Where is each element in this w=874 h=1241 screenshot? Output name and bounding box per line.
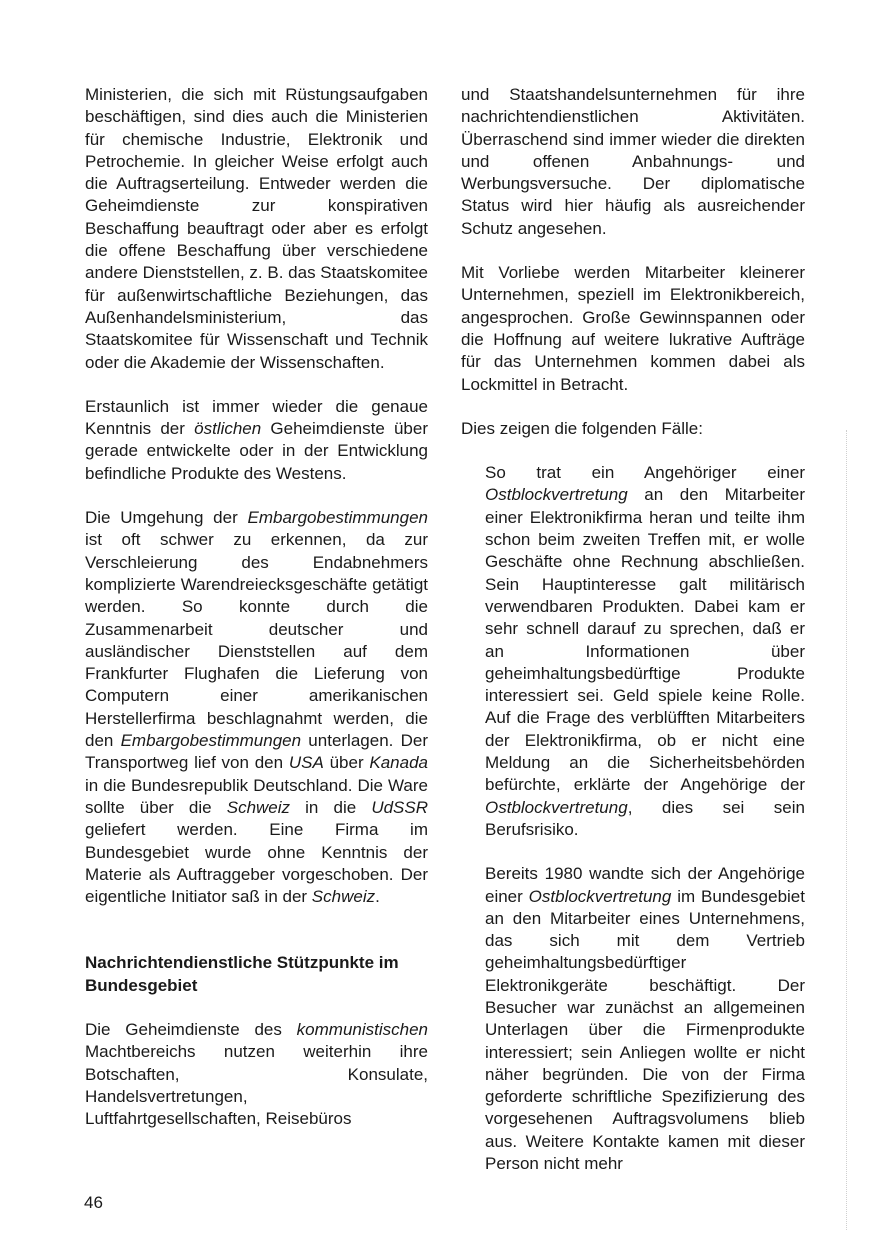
left-column bbox=[85, 84, 428, 1130]
paragraph: und Staatshandelsunternehmen für ihre nachrichtendienstlichen Aktivitäten. Überraschend sind immer wieder die direkten und offenen Anbahnungs- und Werbungsversuche. Der diplomatische Status wird hier häufig als ausreichender Schutz angesehen. bbox=[461, 85, 805, 238]
page-number: 46 bbox=[84, 1193, 103, 1212]
paragraph: Dies zeigen die folgenden Fälle: bbox=[461, 418, 703, 438]
section-heading: Nachrichtendienstliche Stützpunkte im Bundesgebiet bbox=[85, 953, 399, 995]
paragraph: Erstaunlich ist immer wieder die genaue Kenntnis der östlichen Geheimdienste über gerade entwickelte oder in der Entwicklung befindliche Produkte des Westens. bbox=[85, 396, 428, 483]
paragraph: Ministerien, die sich mit Rüstungsaufgaben beschäftigen, sind dies auch die Ministerien für chemische Industrie, Elektronik und Petrochemie. In gleicher Weise erfolgt auch die Auftragserteilung. Entweder werden die Geheimdienste zur konspirativen Beschaffung beauftragt oder aber es erfolgt die offene Beschaffung über verschiedene andere Dienststellen, z. B. das Staatskomitee für außenwirtschaftliche Beziehungen, das Außenhandelsministerium, das Staatskomitee für Wissenschaft und Technik oder die Akademie der Wissenschaften. bbox=[85, 85, 429, 372]
right-column bbox=[461, 84, 805, 1175]
scan-edge-marks bbox=[846, 430, 848, 1230]
case-paragraph: Bereits 1980 wandte sich der Angehörige einer Ostblockvertretung im Bundesgebiet an den Mitarbeiter eines Unternehmens, das sich mit dem Vertrieb geheimhaltungsbedürftiger Elektronikgeräte beschäftigt. Der Besucher war zunächst an allgemeinen Unterlagen über die Firmenprodukte interessiert; sein Anliegen wollte er nicht näher begründen. Die von der Firma geforderte schriftliche Spezifizierung des vorgesehenen Auftragsvolumens blieb aus. Weitere Kontakte kamen mit dieser Person nicht mehr bbox=[485, 864, 805, 1174]
case-paragraph: So trat ein Angehöriger einer Ostblockvertretung an den Mitarbeiter einer Elektronikfirma heran und teilte ihm schon beim zweiten Treffen mit, er wolle Geschäfte ohne Rechnung abschließen. Sein Hauptinteresse galt militärisch verwendbaren Produkten. Dabei kam er sehr schnell darauf zu sprechen, daß er an Informationen über geheimhaltungsbedürftige Produkte interessiert sei. Geld spiele keine Rolle. Auf die Frage des verblüfften Mitarbeiters der Elektronikfirma, ob er nicht eine Meldung an die Sicherheitsbehörden befürchte, erklärte der Angehörige der Ostblockvertretung, dies sei sein Berufsrisiko. bbox=[485, 463, 805, 839]
paragraph: Die Umgehung der Embargobestimmungen ist oft schwer zu erkennen, da zur Verschleierung des Endabnehmers komplizierte Warendreiecksgeschäfte getätigt werden. So konnte durch die Zusammenarbeit deutscher und ausländischer Dienststellen auf dem Frankfurter Flughafen die Lieferung von Computern einer amerikanischen Herstellerfirma beschlagnahmt werden, die den Embargobestimmungen unterlagen. Der Transportweg lief von den USA über Kanada in die Bundesrepublik Deutschland. Die Ware sollte über die Schweiz in die UdSSR geliefert werden. Eine Firma im Bundesgebiet wurde ohne Kenntnis der Materie als Auftraggeber vorgeschoben. Der eigentliche Initiator saß in der Schweiz. bbox=[85, 508, 428, 907]
paragraph: Die Geheimdienste des kommunistischen Machtbereichs nutzen weiterhin ihre Botschaften, Konsulate, Handelsvertretungen, Luftfahrtgesellschaften, Reisebüros bbox=[85, 1019, 428, 1129]
paragraph: Mit Vorliebe werden Mitarbeiter kleinerer Unternehmen, speziell im Elektronikbereich, angesprochen. Große Gewinnspannen oder die Hoffnung auf weitere lukrative Aufträge für das Unternehmen kommen dabei als Lockmittel in Betracht. bbox=[461, 263, 805, 394]
